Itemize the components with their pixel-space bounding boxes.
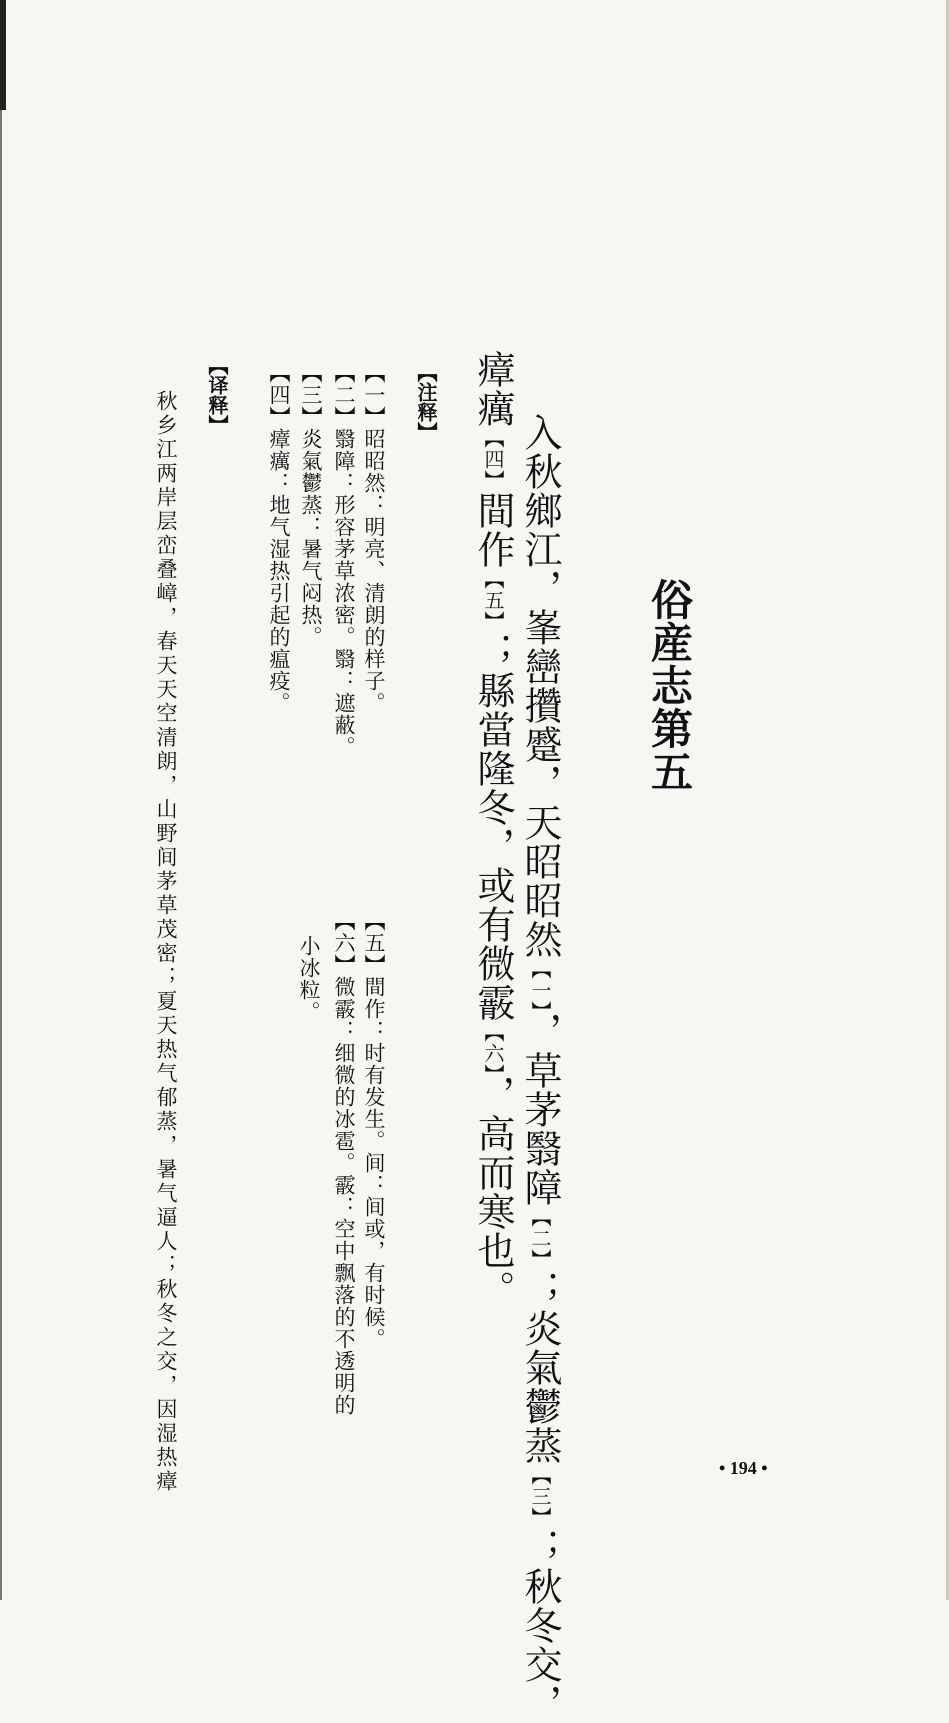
scan-shadow-mark <box>0 0 6 110</box>
main-text-seg: 間作 <box>471 491 515 569</box>
note-4: 【四】瘴癘：地气湿热引起的瘟疫。 <box>267 362 291 714</box>
note-1: 【一】昭昭然：明亮、清朗的样子。 <box>362 362 386 714</box>
footnote-marker-3: 【三】 <box>528 1465 552 1528</box>
page-number: • 194 • <box>719 1458 768 1478</box>
main-text-line-2 <box>471 350 515 1309</box>
note-6-continued: 小冰粒。 <box>297 935 321 1023</box>
note-2: 【二】翳障：形容茅草浓密。翳：遮蔽。 <box>332 362 356 758</box>
footnote-marker-6: 【六】 <box>481 1022 505 1075</box>
main-text-seg: ，草茅翳障 <box>518 1012 562 1207</box>
scan-edge-left <box>0 0 2 1600</box>
footnote-marker-1: 【一】 <box>528 959 552 1012</box>
footnote-marker-4: 【四】 <box>481 428 505 491</box>
notes-heading: 【注释】 <box>414 362 438 442</box>
translation-text: 秋乡江两岸层峦叠嶂，春天天空清朗，山野间茅草茂密；夏天热气郁蒸，暑气逼人；秋冬之交，因湿热瘴 <box>154 390 178 1494</box>
main-text-seg: ；秋冬交， <box>518 1528 562 1723</box>
footnote-marker-5: 【五】 <box>481 569 505 632</box>
note-3: 【三】炎氣鬱蒸：暑气闷热。 <box>299 362 323 648</box>
main-text-seg: ，高而寒也。 <box>471 1075 515 1309</box>
footnote-marker-2: 【二】 <box>528 1207 552 1270</box>
note-5: 【五】間作：时有发生。间：间或，有时候。 <box>362 910 386 1350</box>
main-text-seg: ；炎氣鬱蒸 <box>518 1270 562 1465</box>
main-text-seg: ；縣當隆冬，或有微霰 <box>471 632 515 1022</box>
main-text-seg: 入秋鄉江，峯巒攢蹙，天昭昭然 <box>518 413 562 959</box>
note-6: 【六】微霰：细微的冰雹。霰：空中飘落的不透明的 <box>332 910 356 1416</box>
chapter-title: 俗産志第五 <box>645 578 694 793</box>
main-text-seg: 瘴癘 <box>471 350 515 428</box>
translation-heading: 【译释】 <box>205 355 229 435</box>
main-text-line-1 <box>518 413 562 1723</box>
